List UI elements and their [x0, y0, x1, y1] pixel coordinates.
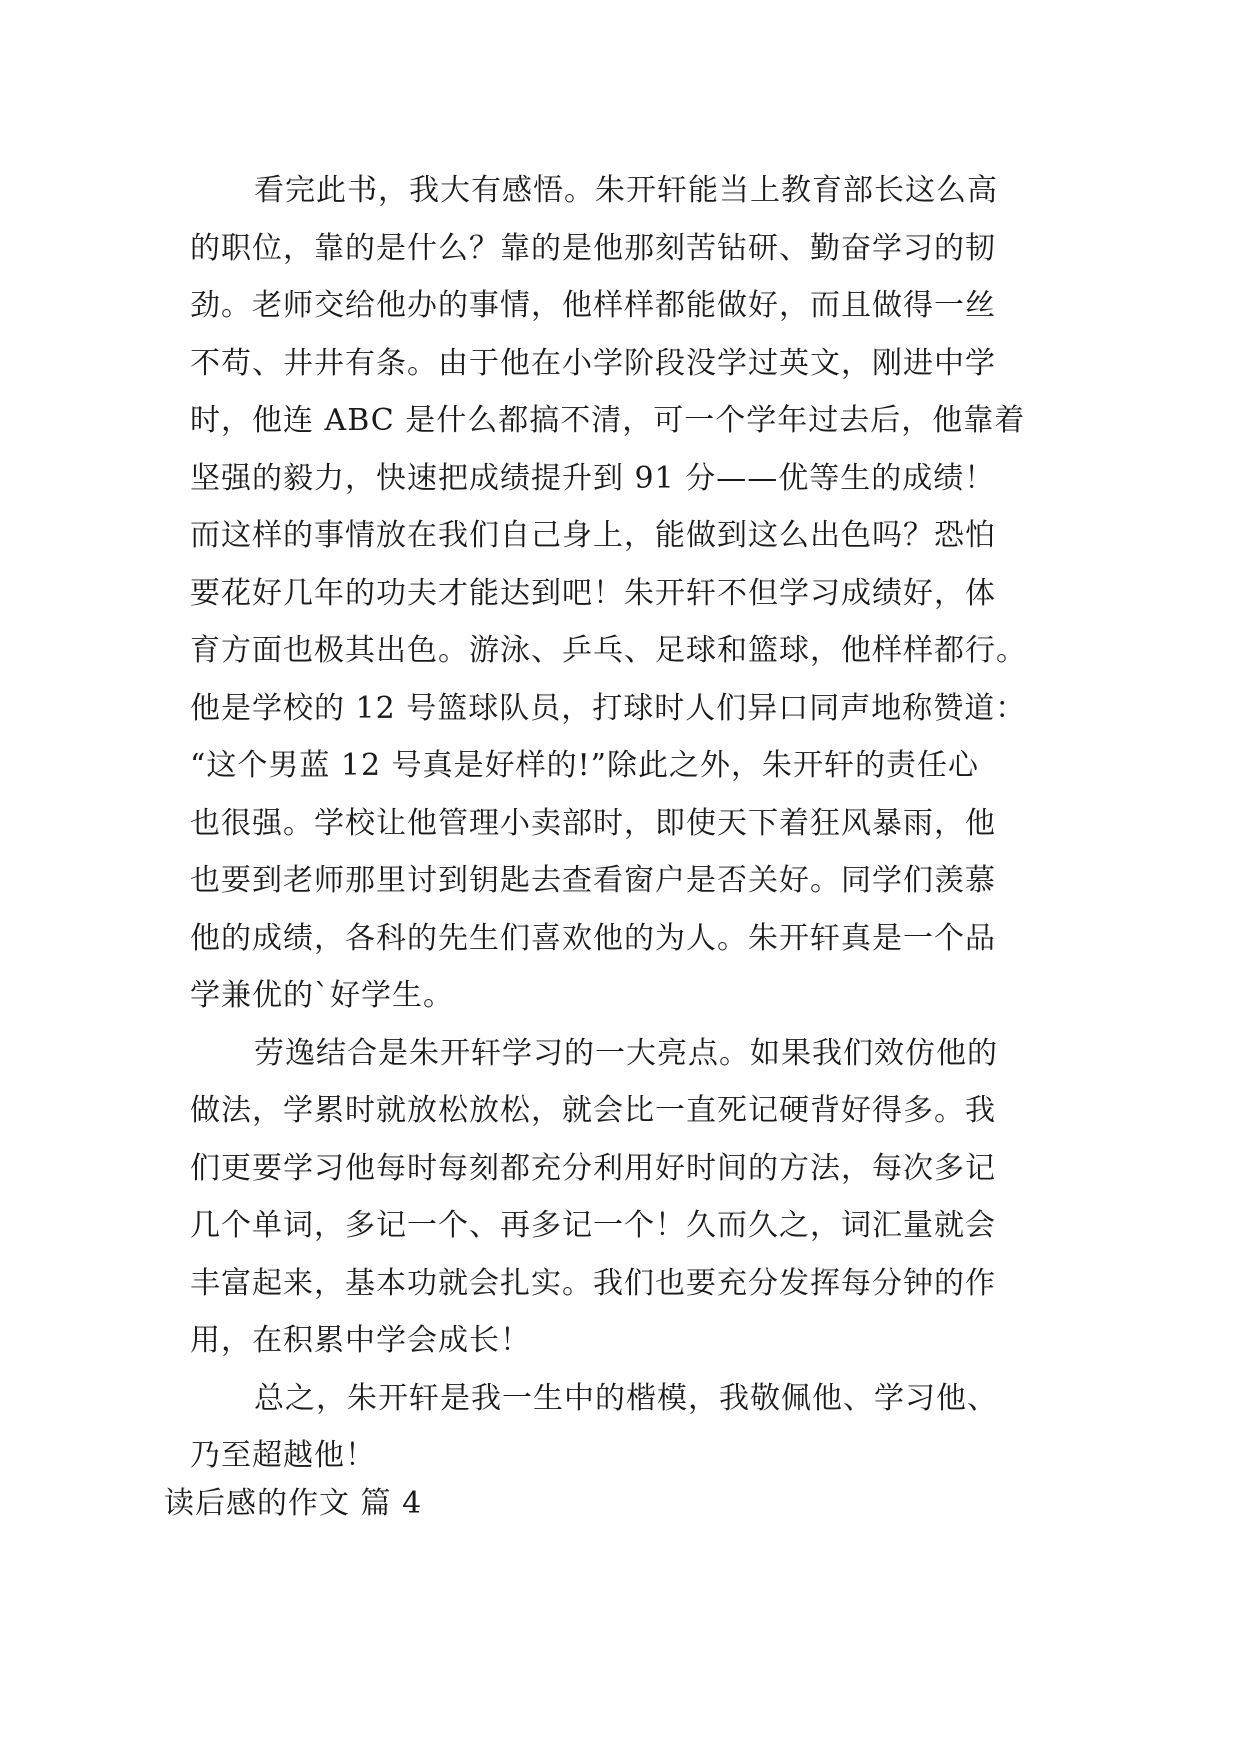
paragraph-2-line-6: 用，在积累中学会成长！	[190, 1323, 531, 1358]
paragraph-1-line-14: 他的成绩，各科的先生们喜欢他的为人。朱开轩真是一个品	[190, 920, 996, 956]
paragraph-1-line-15: 学兼优的`好学生。	[190, 978, 454, 1013]
paragraph-2-line-1: 劳逸结合是朱开轩学习的一大亮点。如果我们效仿他的	[254, 1035, 998, 1071]
paragraph-1-line-6: 坚强的毅力，快速把成绩提升到 91 分——优等生的成绩！	[190, 460, 996, 496]
paragraph-1-line-4: 不苟、井井有条。由于他在小学阶段没学过英文，刚进中学	[190, 345, 996, 381]
paragraph-1-line-7: 而这样的事情放在我们自己身上，能做到这么出色吗？恐怕	[190, 518, 996, 553]
paragraph-1-line-9: 育方面也极其出色。游泳、乒乓、足球和篮球，他样样都行。	[190, 633, 1027, 668]
paragraph-1-line-12: 也很强。学校让他管理小卖部时，即使天下着狂风暴雨，他	[190, 805, 996, 841]
paragraph-2-line-5: 丰富起来，基本功就会扎实。我们也要充分发挥每分钟的作	[190, 1265, 996, 1301]
section-heading: 读后感的作文 篇 4	[164, 1486, 423, 1521]
paragraph-1-line-5: 时，他连 ABC 是什么都搞不清，可一个学年过去后，他靠着	[190, 403, 1026, 438]
paragraph-1-line-3: 劲。老师交给他办的事情，他样样都能做好，而且做得一丝	[190, 288, 996, 323]
paragraph-1-line-10: 他是学校的 12 号篮球队员，打球时人们异口同声地称赞道：	[190, 690, 1027, 726]
paragraph-2-line-3: 们更要学习他每时每刻都充分利用好时间的方法，每次多记	[190, 1150, 996, 1186]
paragraph-3-line-2: 乃至超越他！	[190, 1438, 376, 1473]
paragraph-1-line-13: 也要到老师那里讨到钥匙去查看窗户是否关好。同学们羡慕	[190, 863, 996, 898]
paragraph-1-line-2: 的职位，靠的是什么？靠的是他那刻苦钻研、勤奋学习的韧	[190, 230, 996, 266]
paragraph-3-line-1: 总之，朱开轩是我一生中的楷模，我敬佩他、学习他、	[254, 1380, 998, 1416]
paragraph-1-line-8: 要花好几年的功夫才能达到吧！朱开轩不但学习成绩好，体	[190, 575, 996, 611]
paragraph-2-line-2: 做法，学累时就放松放松，就会比一直死记硬背好得多。我	[190, 1093, 996, 1128]
paragraph-1-line-11: “这个男蓝 12 号真是好样的!”除此之外，朱开轩的责任心	[190, 748, 979, 783]
paragraph-2-line-4: 几个单词，多记一个、再多记一个！久而久之，词汇量就会	[190, 1208, 996, 1243]
document-body	[190, 162, 1090, 1485]
paragraph-1-line-1: 看完此书，我大有感悟。朱开轩能当上教育部长这么高	[254, 173, 998, 208]
